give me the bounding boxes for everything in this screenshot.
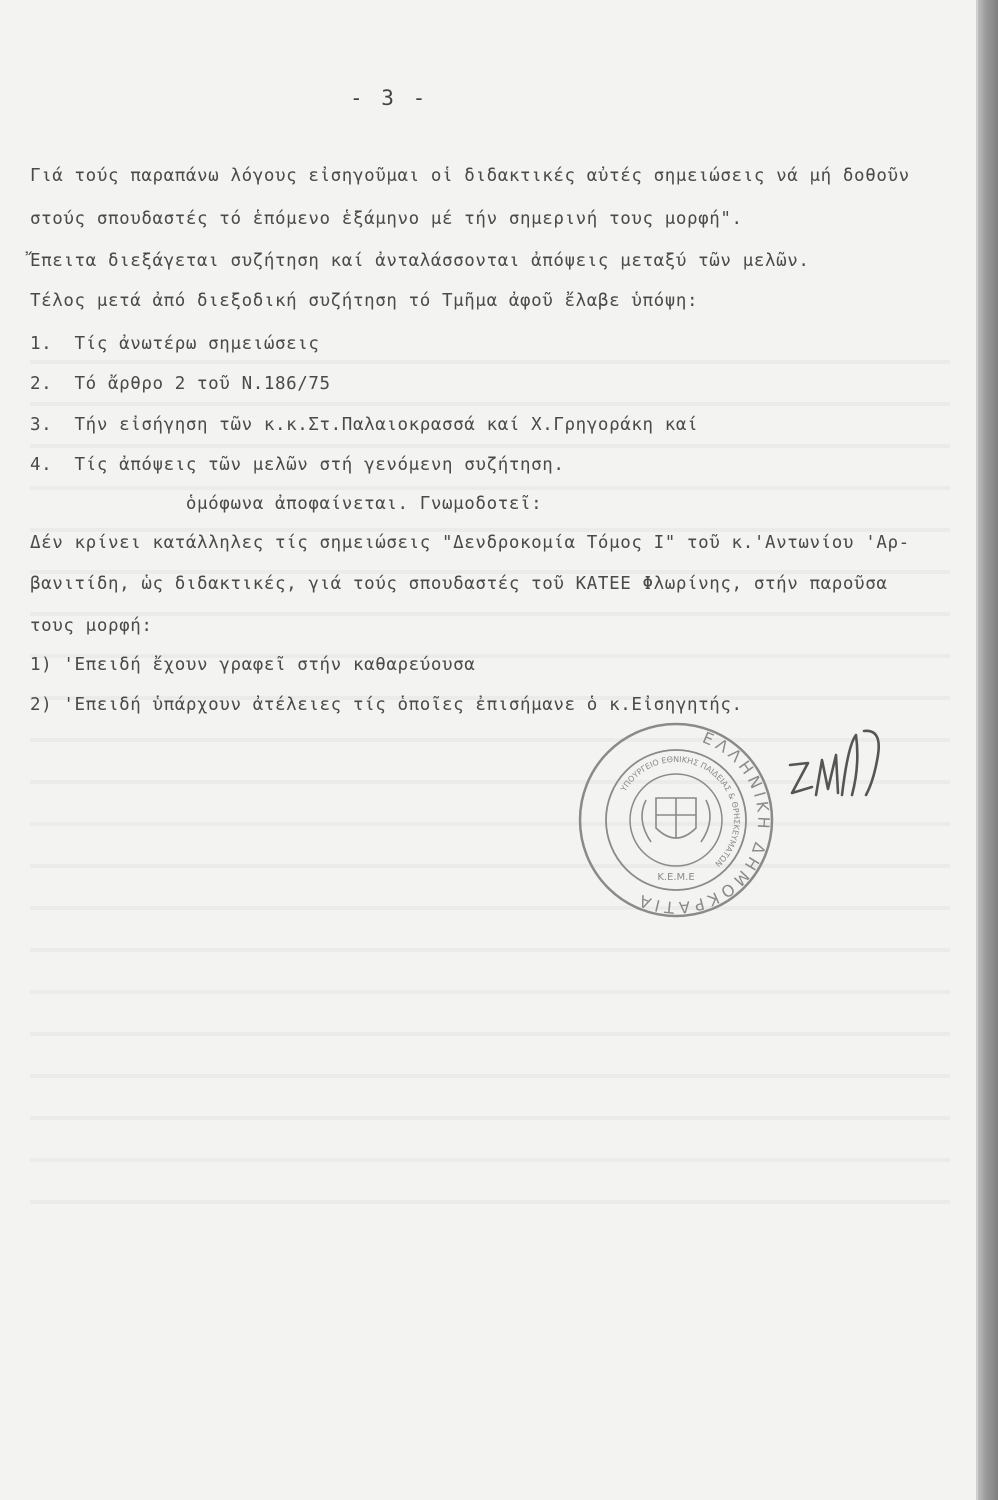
page-number: - 3 - — [350, 86, 429, 110]
list-item: 2. Τό ἄρθρο 2 τοῦ Ν.186/75 — [30, 374, 331, 394]
seal-outer-text: ΕΛΛΗΝΙΚΗ ΔΗΜΟΚΡΑΤΙΑ — [632, 727, 774, 918]
text-line: Γιά τούς παραπάνω λόγους εἰσηγοῦμαι οἱ διδακτικές αὐτές σημειώσεις νά μή δοθοῦν — [30, 166, 910, 186]
coat-of-arms-icon — [642, 798, 710, 842]
reason-item: 2) 'Επειδή ὑπάρχουν ἀτέλειες τίς ὁποῖες ἐπισήμανε ὁ κ.Εἰσηγητής. — [30, 695, 743, 715]
list-item: 1. Τίς ἀνωτέρω σημειώσεις — [30, 334, 320, 354]
seal-bottom-text: Κ.Ε.Μ.Ε — [657, 872, 695, 883]
svg-text:ΥΠΟΥΡΓΕΙΟ ΕΘΝΙΚΗΣ ΠΑΙΔΕΙΑΣ & Θ — [619, 755, 741, 868]
list-item: 3. Τήν εἰσήγηση τῶν κ.κ.Στ.Παλαιοκρασσά καί Χ.Γρηγοράκη καί — [30, 415, 699, 435]
page-edge-shadow — [978, 0, 998, 1500]
list-item: 4. Τίς ἀπόψεις τῶν μελῶν στή γενόμενη συζήτηση. — [30, 455, 565, 475]
text-line: βανιτίδη, ὡς διδακτικές, γιά τούς σπουδαστές τοῦ ΚΑΤΕΕ Φλωρίνης, στήν παροῦσα — [30, 574, 888, 594]
text-line: Ἔπειτα διεξάγεται συζήτηση καί ἀνταλάσσονται ἀπόψεις μεταξύ τῶν μελῶν. — [30, 251, 810, 271]
text-line: στούς σπουδαστές τό ἑπόμενο ἑξάμηνο μέ τήν σημερινή τους μορφή". — [30, 209, 743, 229]
handwritten-signature — [778, 725, 898, 815]
text-line: Τέλος μετά ἀπό διεξοδική συζήτηση τό Τμῆμα ἀφοῦ ἔλαβε ὑπόψη: — [30, 291, 699, 311]
decision-heading: ὁμόφωνα ἀποφαίνεται. Γνωμοδοτεῖ: — [30, 494, 543, 514]
official-seal — [576, 720, 776, 920]
reason-item: 1) 'Επειδή ἔχουν γραφεῖ στήν καθαρεύουσα — [30, 655, 476, 675]
text-line: τους μορφή: — [30, 616, 153, 636]
text-line: Δέν κρίνει κατάλληλες τίς σημειώσεις "Δενδροκομία Τόμος Ι" τοῦ κ.'Αντωνίου 'Αρ- — [30, 533, 910, 553]
seal-inner-text: ΥΠΟΥΡΓΕΙΟ ΕΘΝΙΚΗΣ ΠΑΙΔΕΙΑΣ & ΘΡΗΣΚΕΥΜΑΤΩΝ — [619, 754, 742, 869]
